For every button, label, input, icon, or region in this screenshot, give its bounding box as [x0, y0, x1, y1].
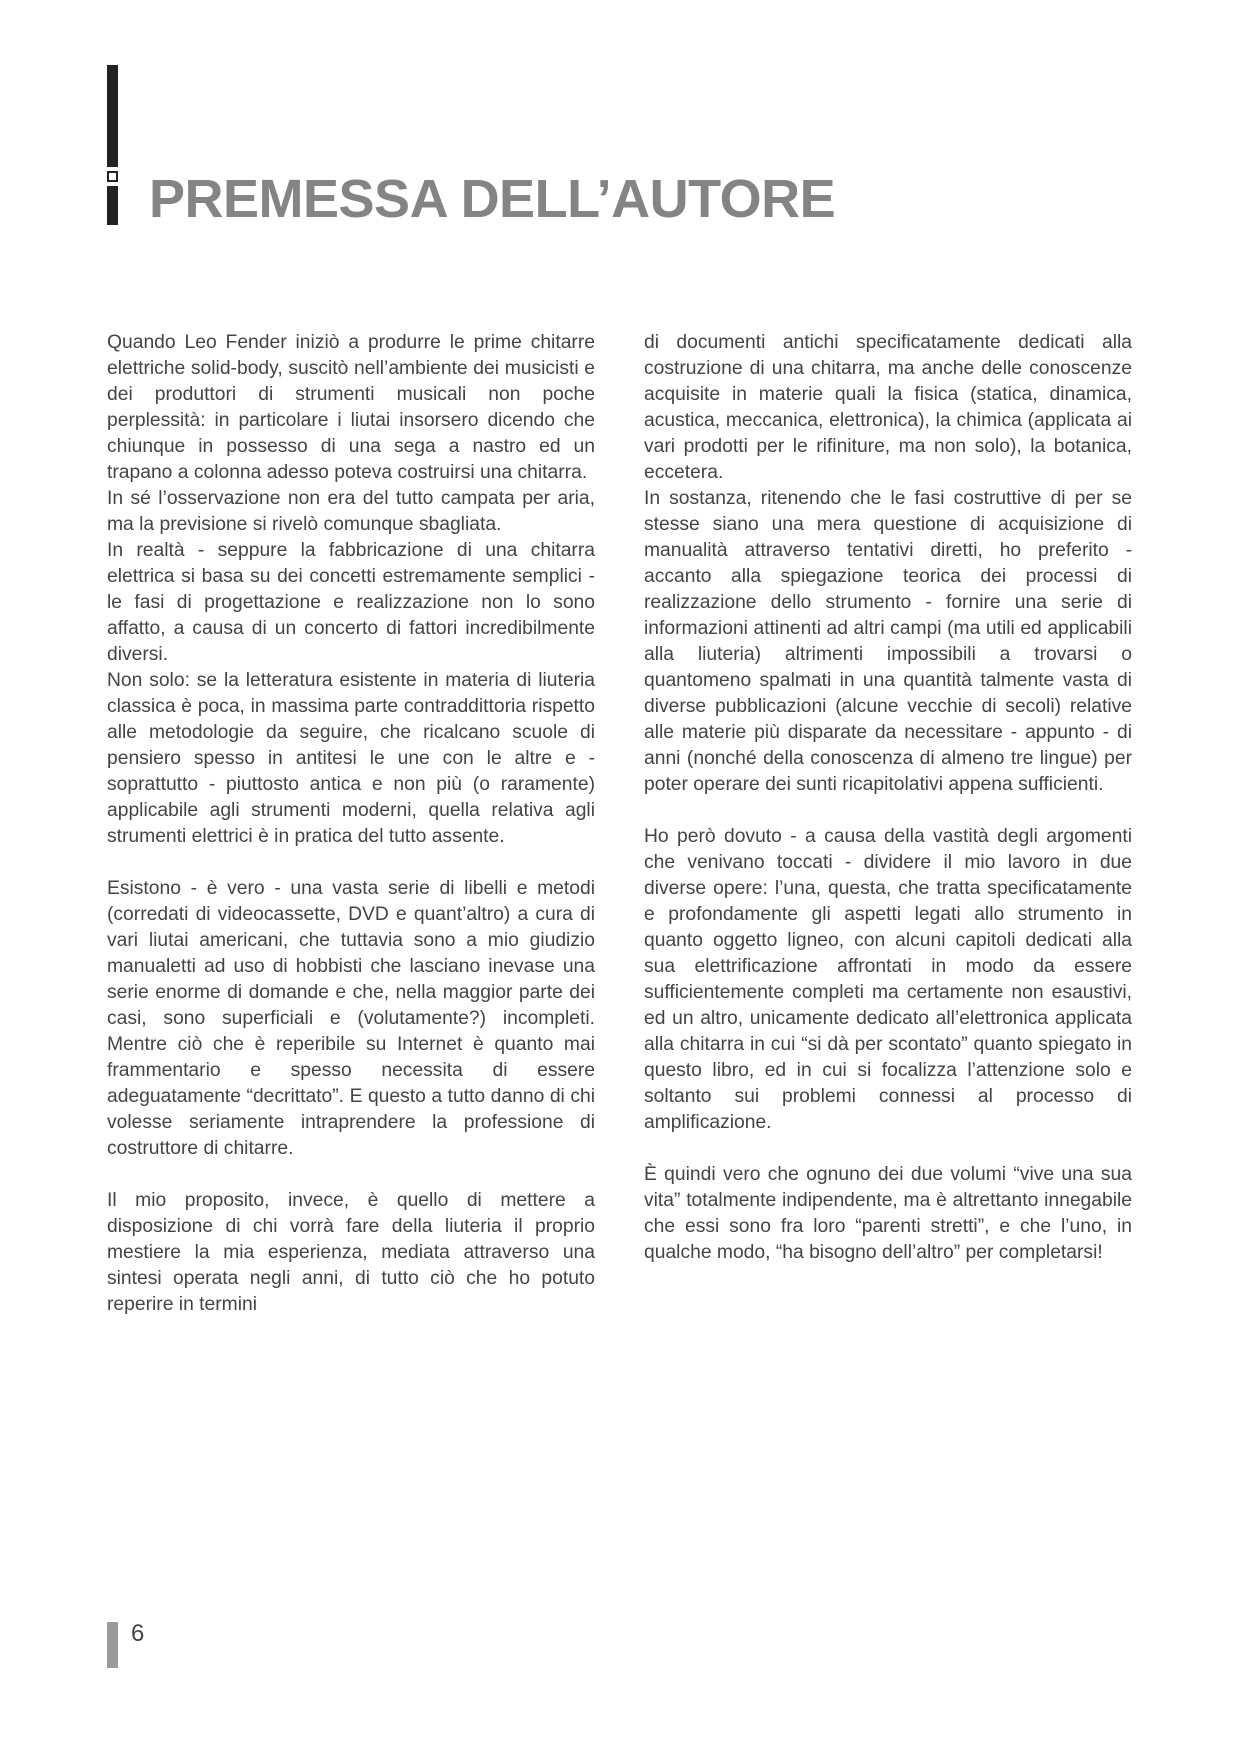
paragraph: di documenti antichi specificatamente dedicati alla costruzione di una chitarra, ma anche delle conoscenze acquisite in materie quali la fisica (statica, dinamica, acustica, meccanica, elettronica), la chimica (applicata ai vari prodotti per le rifiniture, ma non solo), la botanica, eccetera. [644, 332, 1132, 483]
paragraph: Ho però dovuto - a causa della vastità degli argomenti che venivano toccati - dividere il mio lavoro in due diverse opere: l’una, questa, che tratta specificatamente e profondamente gli aspetti legati allo strumento in quanto oggetto ligneo, con alcuni capitoli dedicati alla sua elettrificazione affrontati in modo da essere sufficientemente completi ma certamente non esaustivi, ed un altro, unicamente dedicato all’elettronica applicata alla chitarra in cui “si dà per scontato” quanto spiegato in questo libro, ed in cui si focalizza l’attenzione solo e soltanto sui problemi connessi al processo di amplificazione. [644, 826, 1132, 1133]
paragraph: In realtà - seppure la fabbricazione di una chitarra elettrica si basa su dei concetti estremamente semplici - le fasi di progettazione e realizzazione non lo sono affatto, a causa di un concerto di fattori incredibilmente diversi. [107, 540, 595, 665]
paragraph: Il mio proposito, invece, è quello di mettere a disposizione di chi vorrà fare della liuteria il proprio mestiere la mia esperienza, mediata attraverso una sintesi operata negli anni, di tutto ciò che ho potuto reperire in termini [107, 1190, 595, 1315]
paragraph: Non solo: se la letteratura esistente in materia di liuteria classica è poca, in massima parte contraddittoria rispetto alle metodologie da seguire, che ricalcano scuole di pensiero spesso in antitesi le une con le altre e - soprattutto - piuttosto antica e non più (o raramente) applicabile agli strumenti moderni, quella relativa agli strumenti elettrici è in pratica del tutto assente. [107, 670, 595, 847]
title-marker-bar-lower [107, 186, 118, 225]
paragraph: È quindi vero che ognuno dei due volumi “vive una sua vita” totalmente indipendente, ma è altrettanto innegabile che essi sono fra loro “parenti stretti”, e che l’uno, in qualche modo, “ha bisogno dell’altro” per completarsi! [644, 1164, 1132, 1263]
paragraph: In sostanza, ritenendo che le fasi costruttive di per se stesse siano una mera questione di acquisizione di manualità attraverso tentativi diretti, ho preferito - accanto alla spiegazione teorica dei processi di realizzazione dello strumento - fornire una serie di informazioni attinenti ad altri campi (ma utili ed applicabili alla liuteria) altrimenti impossibili a trovarsi o quantomeno spalmati in una quantità talmente vasta di diverse pubblicazioni (alcune vecchie di secoli) relative alle materie più disparate da necessitare - appunto - di anni (nonché della conoscenza di almeno tre lingue) per poter operare dei sunti ricapitolativi appena sufficienti. [644, 488, 1132, 795]
paragraph: Quando Leo Fender iniziò a produrre le prime chitarre elettriche solid-body, suscitò nell’ambiente dei musicisti e dei produttori di strumenti musicali non poche perplessità: in particolare i liutai insorsero dicendo che chiunque in possesso di una sega a nastro ed un trapano a colonna adesso poteva costruirsi una chitarra. [107, 332, 595, 483]
right-text-column [644, 330, 1132, 1266]
page-title: PREMESSA DELL’AUTORE [149, 169, 836, 229]
page-number-marker [107, 1622, 118, 1668]
page-number: 6 [131, 1620, 145, 1647]
left-text-column [107, 330, 595, 1318]
title-marker-square [107, 171, 118, 182]
title-marker-bar [107, 65, 118, 167]
paragraph: Esistono - è vero - una vasta serie di libelli e metodi (corredati di videocassette, DVD e quant’altro) a cura di vari liutai americani, che tuttavia sono a mio giudizio manualetti ad uso di hobbisti che lasciano inevase una serie enorme di domande e che, nella maggior parte dei casi, sono superficiali e (volutamente?) incompleti. Mentre ciò che è reperibile su Internet è quanto mai frammentario e spesso necessita di essere adeguatamente “decrittato”. E questo a tutto danno di chi volesse seriamente intraprendere la professione di costruttore di chitarre. [107, 878, 595, 1159]
paragraph: In sé l’osservazione non era del tutto campata per aria, ma la previsione si rivelò comunque sbagliata. [107, 488, 595, 535]
